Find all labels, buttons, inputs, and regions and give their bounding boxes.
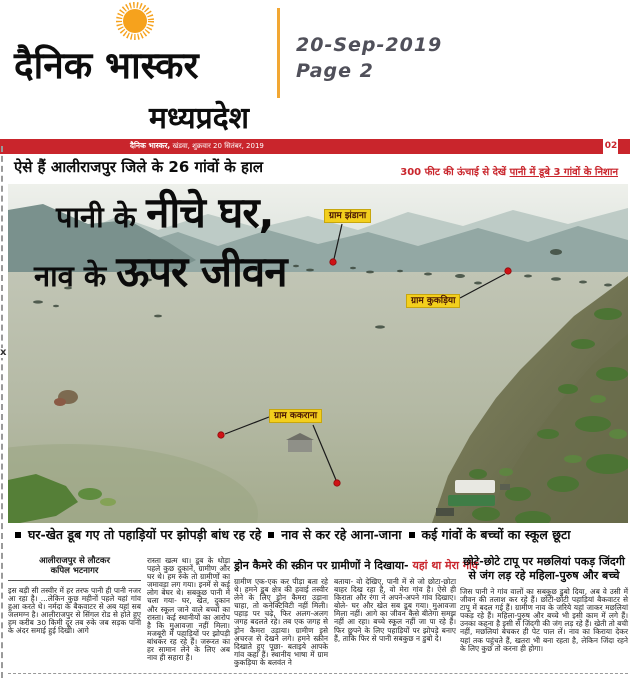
photo-credit-note [400, 164, 618, 178]
masthead-strip-tail [618, 139, 630, 154]
byline [8, 556, 141, 581]
drone-header-black: ड्रोन कैमरे की स्क्रीन पर ग्रामीणों ने दिखाया- [234, 559, 413, 572]
section-title: मध्यप्रदेश [149, 101, 250, 136]
headline-line2-pre: नाव के [34, 259, 117, 293]
masthead-page-number: 02 [604, 139, 618, 154]
subhead-item-3: कई गांवों के बच्चों का स्कूल छूटा [421, 527, 571, 542]
masthead-date: खंडवा, शुक्रवार 20 सितंबर, 2019 [170, 142, 264, 150]
drone-section-header [234, 558, 478, 573]
photo-headline-line1 [56, 188, 287, 247]
headline-line1-pre: पानी के [56, 200, 147, 234]
drone-text-col1: ग्रामीण एक-एक कर पीड़ा बता रहे थे। हमने डूब क्षेत्र की हवाई तस्वीर लेने के लिए ड्रोन कैमरा उड़ाना चाहा, तो कनेक्टिविटी नहीं मिली। पहाड़ पर चढ़े, फिर अलग-अलग जगह बदलते रहे। तब एक जगह से ड्रोन कैमरा उड़ाया। ग्रामीण इसे अचरज से देखने लगे। हमने स्क्रीन दिखाते हुए पूछा- बताइये आपके गांव कहां हैं। स्थानीय भाषा में ग्राम कुकड़िया के बलवंत ने [234, 577, 328, 667]
drone-text-col2: बताया- वो देखिए, पानी में से जो छोटा-छोटा बाहर दिख रहा है, वो मेरा गांव है। ऐसे ही किराता और रंगा ने अपने-अपने गांव दिखाए। बोले- घर और खेत सब डूब गया। मुआवजा मिला नहीं। आगे का जीवन कैसे बीतेगा समझ नहीं आ रहा। बच्चे स्कूल नहीं जा पा रहे हैं। फिर छुपने के लिए पहाड़ियों पर झोपड़े बनाए हैं, ताकि फिर से पानी सबकुछ न डुबो दे। [334, 577, 456, 643]
cut-x-mark: x [0, 347, 7, 358]
kicker-right-plain: 300 फीट की ऊंचाई से देखें [400, 167, 510, 178]
bottom-cut-dashed-line [8, 673, 628, 674]
village-label-kakrana: ग्राम ककराना [269, 409, 322, 423]
kicker-headline: ऐसे हैं आलीराजपुर जिले के 26 गांवों के हाल [14, 158, 264, 176]
byline-author: कपिल भटनागर [50, 566, 99, 576]
drone-header-red: यहां था मेरा गांव [412, 559, 478, 572]
aerial-flood-photo [8, 184, 628, 523]
fishing-section-header: छोटे-छोटे टापू पर मछलियां पकड़ जिंदगी से जंग लड़ रहे महिला-पुरुष और बच्चे [463, 555, 625, 582]
clip-page-number: Page 2 [296, 60, 374, 82]
left-cut-dashed-line [1, 146, 3, 678]
fishing-section-text: जिस पानी ने गांव वालों का सबकुछ डुबो दिया, अब वे उसी में जीवन की तलाश कर रहे हैं। छोटी-छोटी पहाड़ियां बैकवाटर से टापू में बदल गई हैं। ग्रामीण नाव के जरिये यहां जाकर मछलियां पकड़ रहे हैं। महिला-पुरुष और बच्चे भी इसी काम में लगे हैं। उनका कहना है इसी से जिंदगी की जंग लड़ रहे हैं। खेती तो बची नहीं, मछलियां बेचकर ही पेट पाल लें। नाव का किराया देकर यहां तक पहुंचते हैं, खतरा भी बना रहता है, लेकिन जिंदा रहने के लिए कुछ तो करना ही होगा। [460, 587, 628, 653]
clip-date: 20-Sep-2019 [296, 34, 443, 56]
bullet-square-icon [268, 532, 274, 538]
subheadline-row [8, 526, 628, 543]
headline-line1-bold: नीचे घर, [146, 188, 274, 237]
story-text-col1: इस बड़ी सी तस्वीर में हर तरफ पानी ही पानी नजर आ रहा है। ...लेकिन कुछ महीनों पहले यहां गांव हुआ करते थे। नर्मदा के बैकवाटर से अब यहां सब जलमग्न है। आलीराजपुर से सिंगल रोड से होते हुए हम करीब 30 किमी दूर तब रुके जब सड़क पानी के अंदर समाई हुई दिखी। आगे [8, 586, 141, 636]
bullet-square-icon [15, 532, 21, 538]
byline-location: आलीराजपुर से लौटकर [39, 556, 110, 566]
story-text-col2: रास्ता खत्म था। डूब के थोड़ा पहले कुछ दुकानें, ग्रामीण और घर थे। हम रुके तो ग्रामीणों का जमावड़ा लग गया। इनमें से कई लोग बेघर थे। सबकुछ पानी में चला गया- घर, खेत, दुकान और स्कूल जाने वाले बच्चों का रास्ता। कई स्थानीयों का आरोप है कि मुआवजा नहीं मिला। मजबूरी में पहाड़ियों पर झोपड़ी बांधकर रह रहे हैं। जरूरत का हर सामान लेने के लिए अब नाव ही सहारा है। [147, 556, 230, 663]
story-column-1 [8, 556, 141, 636]
subhead-item-1: घर-खेत डूब गए तो पहाड़ियों पर झोपड़ी बांध रह रहे [28, 527, 262, 542]
village-label-jhandana: ग्राम झंडाना [324, 209, 371, 223]
photo-headline [34, 188, 287, 306]
header-divider [277, 8, 280, 98]
headline-line2-bold: ऊपर जीवन [116, 247, 287, 296]
newspaper-logo: दैनिक भास्कर [14, 44, 199, 87]
kicker-right-underlined: पानी में डूबे 3 गांवों के निशान [509, 167, 618, 178]
bullet-square-icon [409, 532, 415, 538]
masthead-edition-line [130, 141, 264, 151]
masthead-strip [0, 139, 603, 154]
photo-headline-line2 [34, 247, 287, 306]
subhead-item-2: नाव से कर रहे आना-जाना [281, 527, 402, 542]
masthead-paper-name: दैनिक भास्कर, [130, 141, 171, 150]
village-label-kukadiya: ग्राम कुकड़िया [406, 294, 460, 308]
